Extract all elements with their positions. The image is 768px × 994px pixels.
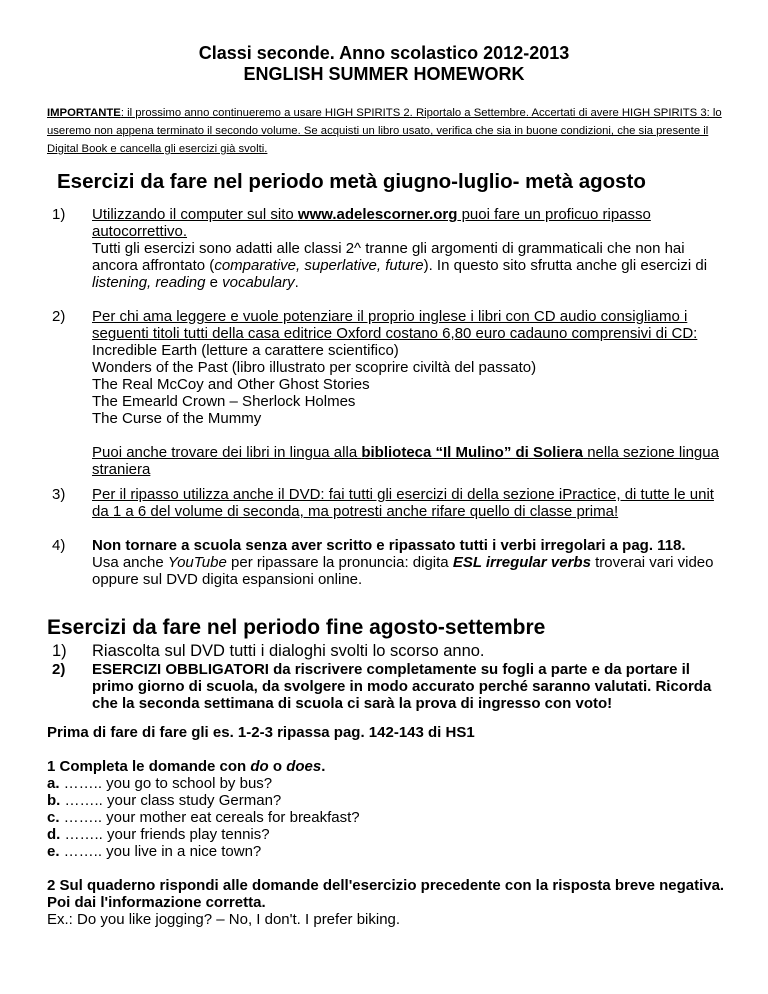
item1-pre: Utilizzando il computer sul sito bbox=[92, 206, 298, 223]
section1-item4 bbox=[52, 537, 732, 588]
ex1-dot: . bbox=[321, 758, 326, 775]
review-instruction: Prima di fare di fare gli es. 1-2-3 ripassa pag. 142-143 di HS1 bbox=[47, 724, 475, 741]
section2-item2 bbox=[52, 661, 732, 712]
library-post: nella sezione lingua straniera bbox=[92, 444, 719, 478]
item1-post: puoi fare un proficuo ripasso autocorrettivo. bbox=[92, 206, 651, 240]
book-title: The Curse of the Mummy bbox=[92, 410, 262, 427]
site-link[interactable]: www.adelescorner.org bbox=[297, 206, 458, 223]
item1-line1 bbox=[92, 206, 651, 240]
item-number: 4) bbox=[52, 537, 66, 554]
exercise-1-title bbox=[47, 758, 325, 775]
library-pre: Puoi anche trovare dei libri in lingua alla bbox=[92, 444, 362, 461]
exercise-2-example: Ex.: Do you like jogging? – No, I don't. I prefer biking. bbox=[47, 911, 401, 928]
section2-heading: Esercizi da fare nel periodo fine agosto-settembre bbox=[47, 616, 546, 639]
item2-intro: Per chi ama leggere e vuole potenziare il proprio inglese i libri con CD audio consigliamo i seguenti titoli tutti della casa editrice Oxford costano 6,80 euro cadauno comprensivi di CD: bbox=[92, 308, 698, 342]
section1-item1 bbox=[52, 206, 732, 291]
library-note bbox=[92, 444, 719, 478]
item3-text: Per il ripasso utilizza anche il DVD: fai tutti gli esercizi di della sezione iPractice, di tutte le unit da 1 a 6 del volume di seconda, ma potresti anche rifare quello di classe prima! bbox=[92, 486, 714, 520]
item1-l2-end: . bbox=[294, 274, 299, 291]
ex1-do: do bbox=[250, 758, 269, 775]
important-label: IMPORTANTE bbox=[47, 107, 121, 119]
line-text: …….. you go to school by bus? bbox=[59, 775, 273, 792]
important-note bbox=[47, 104, 737, 158]
item4-pre: Usa anche bbox=[92, 554, 168, 571]
item-number: 2) bbox=[52, 308, 66, 325]
important-text: : il prossimo anno continueremo a usare HIGH SPIRITS 2. Riportalo a Settembre. Accertati di avere HIGH SPIRITS 3: lo useremo non appena terminato il secondo volume. Se acquisti un libro usato, verifica che sia in buone condizioni, che sia presente il Digital Book e cancella gli esercizi già svolti. bbox=[47, 107, 722, 155]
exercise-1 bbox=[47, 758, 737, 860]
section2-item1 bbox=[52, 642, 732, 660]
ex1-does: does bbox=[286, 758, 322, 775]
youtube-ref: YouTube bbox=[167, 554, 227, 571]
exercise-line bbox=[47, 775, 272, 792]
line-letter: c. bbox=[47, 809, 60, 826]
doc-title-line1: Classi seconde. Anno scolastico 2012-2013 bbox=[198, 43, 570, 63]
item1-l2-mid: ). In questo sito sfrutta anche gli esercizi di bbox=[423, 257, 708, 274]
line-text: …….. your friends play tennis? bbox=[60, 826, 270, 843]
item-number: 2) bbox=[52, 661, 66, 678]
library-name: biblioteca “Il Mulino” di Soliera bbox=[361, 444, 584, 461]
item4-post: troverai vari video oppure sul DVD digita espansioni online. bbox=[92, 554, 714, 588]
item-text: Riascolta sul DVD tutti i dialoghi svolti lo scorso anno. bbox=[92, 642, 485, 660]
exercise-line bbox=[47, 792, 281, 809]
exercise-2-title: 2 Sul quaderno rispondi alle domande dell'esercizio precedente con la risposta breve negativa. Poi dai l'informazione corretta. bbox=[47, 877, 725, 911]
line-letter: d. bbox=[47, 826, 61, 843]
exercise-2 bbox=[47, 877, 737, 928]
line-letter: b. bbox=[47, 792, 61, 809]
section1-heading: Esercizi da fare nel periodo metà giugno-luglio- metà agosto bbox=[57, 170, 646, 193]
ex1-title-pre: 1 Completa le domande con bbox=[47, 758, 251, 775]
ex1-o: o bbox=[268, 758, 287, 775]
item-number: 1) bbox=[52, 642, 67, 660]
item1-line2 bbox=[92, 240, 707, 291]
esl-search-term: ESL irregular verbs bbox=[452, 554, 591, 571]
item1-l2-pre: Tutti gli esercizi sono adatti alle classi 2^ tranne gli argomenti di grammaticali che non hai ancora affrontato ( bbox=[92, 240, 685, 274]
line-letter: a. bbox=[47, 775, 60, 792]
item1-l2-skills: listening, reading bbox=[92, 274, 206, 291]
item-number: 1) bbox=[52, 206, 66, 223]
item1-l2-vocab: vocabulary bbox=[222, 274, 295, 291]
item-text: ESERCIZI OBBLIGATORI da riscrivere completamente su fogli a parte e da portare il primo giorno di scuola, da svolgere in modo accurato perché saranno valutati. Ricorda che la seconda settimana di scuola ci sarà la prova di ingresso con voto! bbox=[92, 661, 712, 712]
exercise-line bbox=[47, 809, 360, 826]
line-text: …….. your mother eat cereals for breakfast? bbox=[59, 809, 360, 826]
item4-mid: per ripassare la pronuncia: digita bbox=[226, 554, 453, 571]
item1-l2-topics: comparative, superlative, future bbox=[214, 257, 424, 274]
book-title: Wonders of the Past (libro illustrato per scoprire civiltà del passato) bbox=[92, 359, 537, 376]
book-title: The Real McCoy and Other Ghost Stories bbox=[92, 376, 370, 393]
line-text: …….. you live in a nice town? bbox=[59, 843, 262, 860]
line-text: …….. your class study German? bbox=[60, 792, 282, 809]
doc-title-line2: ENGLISH SUMMER HOMEWORK bbox=[243, 64, 525, 84]
line-letter: e. bbox=[47, 843, 60, 860]
item4-bold: Non tornare a scuola senza aver scritto e ripassato tutti i verbi irregolari a pag. 118. bbox=[92, 537, 686, 554]
section1-item3 bbox=[52, 486, 732, 520]
exercise-line bbox=[47, 843, 261, 860]
item1-l2-and: e bbox=[205, 274, 223, 291]
book-title: The Emearld Crown – Sherlock Holmes bbox=[92, 393, 356, 410]
section1-item2 bbox=[52, 308, 732, 478]
book-title: Incredible Earth (letture a carattere scientifico) bbox=[92, 342, 399, 359]
item-number: 3) bbox=[52, 486, 66, 503]
exercise-line bbox=[47, 826, 270, 843]
